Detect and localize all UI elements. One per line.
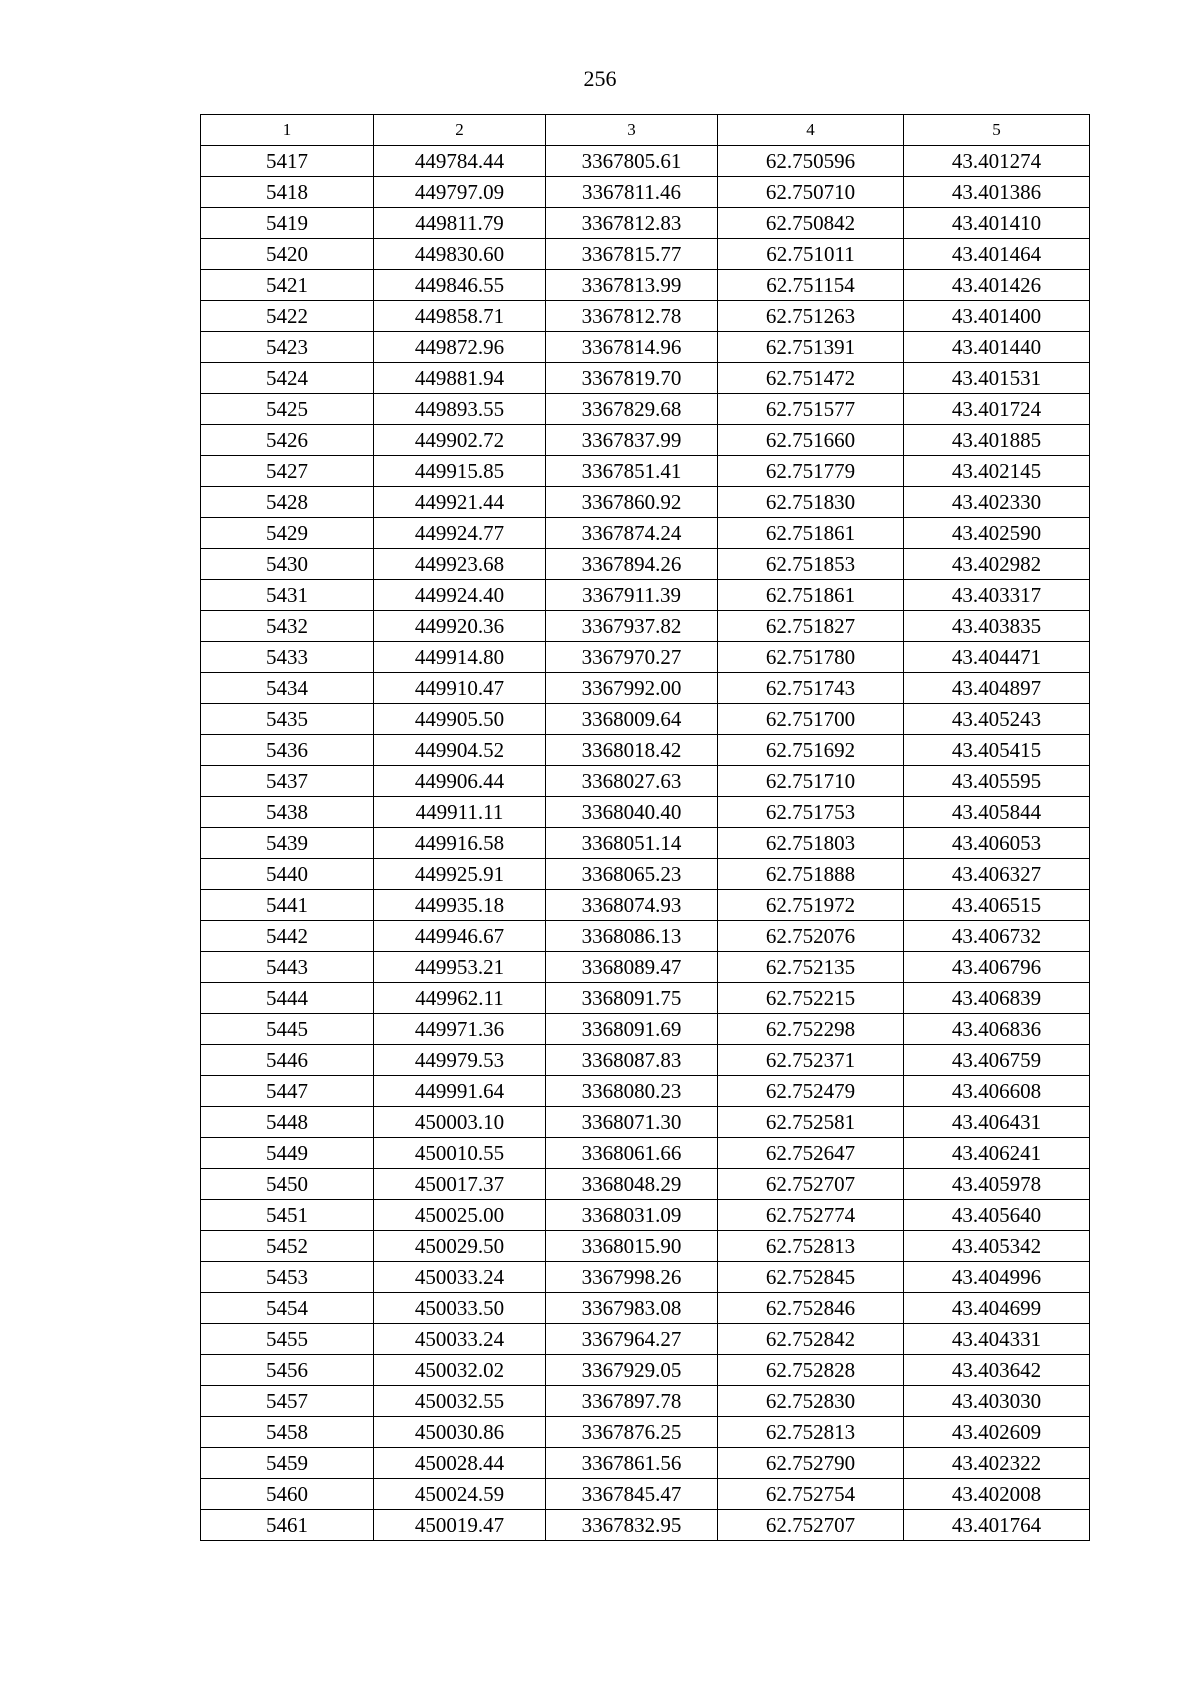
table-body <box>201 146 1090 1541</box>
table-cell: 3367811.46 <box>546 177 718 208</box>
table-cell: 62.752581 <box>718 1107 904 1138</box>
table-cell: 450033.50 <box>374 1293 546 1324</box>
table-row <box>201 177 1090 208</box>
table-cell: 3367813.99 <box>546 270 718 301</box>
table-cell: 62.751753 <box>718 797 904 828</box>
table-cell: 43.401764 <box>904 1510 1090 1541</box>
table-row <box>201 363 1090 394</box>
table-row <box>201 239 1090 270</box>
table-cell: 43.403030 <box>904 1386 1090 1417</box>
table-row <box>201 983 1090 1014</box>
table-cell: 449830.60 <box>374 239 546 270</box>
table-cell: 3367814.96 <box>546 332 718 363</box>
table-row <box>201 859 1090 890</box>
table-row <box>201 952 1090 983</box>
table-cell: 43.401400 <box>904 301 1090 332</box>
table-cell: 43.406515 <box>904 890 1090 921</box>
page-number: 256 <box>583 66 617 91</box>
table-cell: 3367911.39 <box>546 580 718 611</box>
table-row <box>201 1324 1090 1355</box>
table-cell: 3368031.09 <box>546 1200 718 1231</box>
table-cell: 62.751803 <box>718 828 904 859</box>
table-cell: 449924.40 <box>374 580 546 611</box>
table-cell: 449935.18 <box>374 890 546 921</box>
table-cell: 62.751472 <box>718 363 904 394</box>
table-cell: 5447 <box>201 1076 374 1107</box>
table-cell: 62.751972 <box>718 890 904 921</box>
table-cell: 3367992.00 <box>546 673 718 704</box>
table-cell: 450032.55 <box>374 1386 546 1417</box>
table-cell: 450032.02 <box>374 1355 546 1386</box>
table-cell: 62.752842 <box>718 1324 904 1355</box>
table-row <box>201 1138 1090 1169</box>
table-cell: 449872.96 <box>374 332 546 363</box>
table-cell: 62.752135 <box>718 952 904 983</box>
table-cell: 449846.55 <box>374 270 546 301</box>
table-cell: 62.751743 <box>718 673 904 704</box>
table-cell: 450010.55 <box>374 1138 546 1169</box>
table-cell: 43.406327 <box>904 859 1090 890</box>
table-cell: 62.751692 <box>718 735 904 766</box>
table-cell: 5435 <box>201 704 374 735</box>
table-cell: 62.752828 <box>718 1355 904 1386</box>
table-cell: 43.403835 <box>904 611 1090 642</box>
table-cell: 3367894.26 <box>546 549 718 580</box>
table-cell: 43.404331 <box>904 1324 1090 1355</box>
table-cell: 5453 <box>201 1262 374 1293</box>
table-cell: 43.404699 <box>904 1293 1090 1324</box>
table-cell: 43.401410 <box>904 208 1090 239</box>
table-cell: 62.751779 <box>718 456 904 487</box>
table-cell: 62.751780 <box>718 642 904 673</box>
table-cell: 3368048.29 <box>546 1169 718 1200</box>
table-cell: 5456 <box>201 1355 374 1386</box>
table-cell: 449858.71 <box>374 301 546 332</box>
table-cell: 449979.53 <box>374 1045 546 1076</box>
table-cell: 43.406732 <box>904 921 1090 952</box>
table-cell: 450025.00 <box>374 1200 546 1231</box>
table-cell: 43.406053 <box>904 828 1090 859</box>
table-row <box>201 673 1090 704</box>
table-cell: 43.401440 <box>904 332 1090 363</box>
table-cell: 43.402145 <box>904 456 1090 487</box>
table-cell: 5434 <box>201 673 374 704</box>
table-cell: 450003.10 <box>374 1107 546 1138</box>
table-cell: 3368080.23 <box>546 1076 718 1107</box>
table-cell: 3368009.64 <box>546 704 718 735</box>
column-header: 5 <box>904 115 1090 146</box>
table-cell: 5436 <box>201 735 374 766</box>
table-cell: 5423 <box>201 332 374 363</box>
table-cell: 449971.36 <box>374 1014 546 1045</box>
table-cell: 43.405844 <box>904 797 1090 828</box>
table-cell: 62.751263 <box>718 301 904 332</box>
table-cell: 5441 <box>201 890 374 921</box>
table-row <box>201 921 1090 952</box>
table-cell: 5459 <box>201 1448 374 1479</box>
table-cell: 5426 <box>201 425 374 456</box>
table-cell: 43.403317 <box>904 580 1090 611</box>
column-header: 3 <box>546 115 718 146</box>
table-row <box>201 301 1090 332</box>
table-cell: 62.752790 <box>718 1448 904 1479</box>
table-row <box>201 1014 1090 1045</box>
table-cell: 449991.64 <box>374 1076 546 1107</box>
table-cell: 3367812.83 <box>546 208 718 239</box>
table-cell: 3368051.14 <box>546 828 718 859</box>
table-row <box>201 1107 1090 1138</box>
table-cell: 3367998.26 <box>546 1262 718 1293</box>
table-row <box>201 1169 1090 1200</box>
table-row <box>201 704 1090 735</box>
table-cell: 450033.24 <box>374 1262 546 1293</box>
table-cell: 62.752707 <box>718 1169 904 1200</box>
table-cell: 3367964.27 <box>546 1324 718 1355</box>
table-row <box>201 270 1090 301</box>
table-cell: 449893.55 <box>374 394 546 425</box>
table-cell: 5419 <box>201 208 374 239</box>
table-cell: 3368040.40 <box>546 797 718 828</box>
column-header: 2 <box>374 115 546 146</box>
table-cell: 3368074.93 <box>546 890 718 921</box>
table-row <box>201 1076 1090 1107</box>
table-cell: 43.402008 <box>904 1479 1090 1510</box>
table-cell: 3367829.68 <box>546 394 718 425</box>
table-cell: 62.752371 <box>718 1045 904 1076</box>
table-cell: 3368061.66 <box>546 1138 718 1169</box>
table-cell: 43.406836 <box>904 1014 1090 1045</box>
table-cell: 62.752479 <box>718 1076 904 1107</box>
table-cell: 5417 <box>201 146 374 177</box>
table-cell: 5428 <box>201 487 374 518</box>
table-cell: 5444 <box>201 983 374 1014</box>
table-row <box>201 456 1090 487</box>
table-cell: 449921.44 <box>374 487 546 518</box>
table-row <box>201 425 1090 456</box>
table-row <box>201 890 1090 921</box>
table-cell: 62.752774 <box>718 1200 904 1231</box>
table-row <box>201 766 1090 797</box>
table-cell: 62.751861 <box>718 518 904 549</box>
table-row <box>201 1417 1090 1448</box>
table-cell: 3367845.47 <box>546 1479 718 1510</box>
table-cell: 449953.21 <box>374 952 546 983</box>
table-cell: 3368015.90 <box>546 1231 718 1262</box>
table-cell: 43.406241 <box>904 1138 1090 1169</box>
table-cell: 5433 <box>201 642 374 673</box>
column-header: 1 <box>201 115 374 146</box>
table-cell: 43.405415 <box>904 735 1090 766</box>
table-cell: 449920.36 <box>374 611 546 642</box>
table-cell: 3368065.23 <box>546 859 718 890</box>
table-cell: 62.751830 <box>718 487 904 518</box>
table-cell: 62.752707 <box>718 1510 904 1541</box>
table-cell: 5437 <box>201 766 374 797</box>
table-cell: 5452 <box>201 1231 374 1262</box>
table-cell: 5427 <box>201 456 374 487</box>
table-cell: 5430 <box>201 549 374 580</box>
table-cell: 43.401724 <box>904 394 1090 425</box>
table-cell: 449906.44 <box>374 766 546 797</box>
table-cell: 449962.11 <box>374 983 546 1014</box>
table-cell: 62.752830 <box>718 1386 904 1417</box>
table-cell: 3367876.25 <box>546 1417 718 1448</box>
table-cell: 5439 <box>201 828 374 859</box>
table-cell: 43.401464 <box>904 239 1090 270</box>
table-cell: 62.752846 <box>718 1293 904 1324</box>
table-cell: 5457 <box>201 1386 374 1417</box>
table-cell: 43.401426 <box>904 270 1090 301</box>
table-cell: 3368091.69 <box>546 1014 718 1045</box>
table-cell: 62.751700 <box>718 704 904 735</box>
table-cell: 449923.68 <box>374 549 546 580</box>
table-cell: 62.751827 <box>718 611 904 642</box>
table-cell: 5446 <box>201 1045 374 1076</box>
table-cell: 5461 <box>201 1510 374 1541</box>
table-cell: 62.752076 <box>718 921 904 952</box>
table-cell: 5438 <box>201 797 374 828</box>
table-row <box>201 146 1090 177</box>
table-cell: 5458 <box>201 1417 374 1448</box>
table-cell: 5418 <box>201 177 374 208</box>
table-cell: 5450 <box>201 1169 374 1200</box>
table-cell: 5425 <box>201 394 374 425</box>
table-cell: 5448 <box>201 1107 374 1138</box>
table-cell: 43.402609 <box>904 1417 1090 1448</box>
table-cell: 62.752647 <box>718 1138 904 1169</box>
table-cell: 43.401274 <box>904 146 1090 177</box>
table-row <box>201 1293 1090 1324</box>
table-cell: 5424 <box>201 363 374 394</box>
table-cell: 449911.11 <box>374 797 546 828</box>
table-cell: 3367897.78 <box>546 1386 718 1417</box>
table-cell: 43.402322 <box>904 1448 1090 1479</box>
table-cell: 5421 <box>201 270 374 301</box>
table-row <box>201 797 1090 828</box>
table-row <box>201 1448 1090 1479</box>
table-cell: 43.401885 <box>904 425 1090 456</box>
table-row <box>201 549 1090 580</box>
table-cell: 3367929.05 <box>546 1355 718 1386</box>
table-row <box>201 394 1090 425</box>
table-cell: 43.405978 <box>904 1169 1090 1200</box>
table-row <box>201 611 1090 642</box>
table-cell: 62.752298 <box>718 1014 904 1045</box>
table-cell: 449914.80 <box>374 642 546 673</box>
coordinates-table <box>200 114 1090 1541</box>
table-cell: 449925.91 <box>374 859 546 890</box>
table-cell: 62.751011 <box>718 239 904 270</box>
table-row <box>201 487 1090 518</box>
table-row <box>201 828 1090 859</box>
table-row <box>201 1200 1090 1231</box>
table-cell: 62.751577 <box>718 394 904 425</box>
table-cell: 450030.86 <box>374 1417 546 1448</box>
table-cell: 5445 <box>201 1014 374 1045</box>
table-cell: 43.402590 <box>904 518 1090 549</box>
table-row <box>201 1479 1090 1510</box>
table-cell: 449916.58 <box>374 828 546 859</box>
table-cell: 3368091.75 <box>546 983 718 1014</box>
table-cell: 62.751861 <box>718 580 904 611</box>
table-cell: 43.406796 <box>904 952 1090 983</box>
table-cell: 62.752845 <box>718 1262 904 1293</box>
table-cell: 3367832.95 <box>546 1510 718 1541</box>
table-cell: 43.401386 <box>904 177 1090 208</box>
table-cell: 450029.50 <box>374 1231 546 1262</box>
table-cell: 43.406759 <box>904 1045 1090 1076</box>
table-cell: 43.405595 <box>904 766 1090 797</box>
table-cell: 450019.47 <box>374 1510 546 1541</box>
table-cell: 449915.85 <box>374 456 546 487</box>
table-cell: 3367861.56 <box>546 1448 718 1479</box>
table-row <box>201 1510 1090 1541</box>
table-row <box>201 518 1090 549</box>
column-header: 4 <box>718 115 904 146</box>
table-cell: 43.401531 <box>904 363 1090 394</box>
table-row <box>201 1231 1090 1262</box>
table-cell: 62.751710 <box>718 766 904 797</box>
table-cell: 449811.79 <box>374 208 546 239</box>
table-cell: 3367815.77 <box>546 239 718 270</box>
table-cell: 449910.47 <box>374 673 546 704</box>
table-row <box>201 1355 1090 1386</box>
table-cell: 43.404996 <box>904 1262 1090 1293</box>
table-row <box>201 1045 1090 1076</box>
table-cell: 449797.09 <box>374 177 546 208</box>
table-cell: 3368087.83 <box>546 1045 718 1076</box>
table-cell: 62.751853 <box>718 549 904 580</box>
table-cell: 450028.44 <box>374 1448 546 1479</box>
table-cell: 62.752754 <box>718 1479 904 1510</box>
table-cell: 5420 <box>201 239 374 270</box>
table-cell: 449946.67 <box>374 921 546 952</box>
table-cell: 5432 <box>201 611 374 642</box>
table-cell: 62.750842 <box>718 208 904 239</box>
table-row <box>201 1262 1090 1293</box>
table-cell: 43.405243 <box>904 704 1090 735</box>
table-cell: 62.751154 <box>718 270 904 301</box>
table-cell: 3367851.41 <box>546 456 718 487</box>
table-cell: 5442 <box>201 921 374 952</box>
table-cell: 5454 <box>201 1293 374 1324</box>
table-cell: 43.405342 <box>904 1231 1090 1262</box>
table-cell: 5422 <box>201 301 374 332</box>
table-row <box>201 1386 1090 1417</box>
table-cell: 449881.94 <box>374 363 546 394</box>
table-cell: 43.406431 <box>904 1107 1090 1138</box>
table-cell: 449784.44 <box>374 146 546 177</box>
table-cell: 449904.52 <box>374 735 546 766</box>
table-cell: 3367874.24 <box>546 518 718 549</box>
table-cell: 43.404471 <box>904 642 1090 673</box>
table-cell: 43.406608 <box>904 1076 1090 1107</box>
table-cell: 3368086.13 <box>546 921 718 952</box>
table-cell: 62.752813 <box>718 1231 904 1262</box>
table-cell: 3368027.63 <box>546 766 718 797</box>
table-cell: 43.405640 <box>904 1200 1090 1231</box>
table-cell: 62.751888 <box>718 859 904 890</box>
table-cell: 3367837.99 <box>546 425 718 456</box>
table-cell: 5440 <box>201 859 374 890</box>
table-cell: 3367937.82 <box>546 611 718 642</box>
table-row <box>201 580 1090 611</box>
table-row <box>201 642 1090 673</box>
table-cell: 5443 <box>201 952 374 983</box>
table-cell: 450024.59 <box>374 1479 546 1510</box>
table-cell: 5460 <box>201 1479 374 1510</box>
table-cell: 449924.77 <box>374 518 546 549</box>
table-cell: 5451 <box>201 1200 374 1231</box>
table-cell: 5449 <box>201 1138 374 1169</box>
table-row <box>201 208 1090 239</box>
table-cell: 5429 <box>201 518 374 549</box>
table-cell: 3368089.47 <box>546 952 718 983</box>
table-cell: 3367805.61 <box>546 146 718 177</box>
table-cell: 5455 <box>201 1324 374 1355</box>
table-row <box>201 332 1090 363</box>
table-cell: 5431 <box>201 580 374 611</box>
table-header-row <box>201 115 1090 146</box>
table-cell: 450017.37 <box>374 1169 546 1200</box>
table-cell: 62.750596 <box>718 146 904 177</box>
table-row <box>201 735 1090 766</box>
table-cell: 3367983.08 <box>546 1293 718 1324</box>
table-cell: 43.402330 <box>904 487 1090 518</box>
table-cell: 449902.72 <box>374 425 546 456</box>
table-cell: 43.404897 <box>904 673 1090 704</box>
table-cell: 3368071.30 <box>546 1107 718 1138</box>
table-cell: 3368018.42 <box>546 735 718 766</box>
table-cell: 62.752215 <box>718 983 904 1014</box>
table-cell: 3367860.92 <box>546 487 718 518</box>
table-cell: 43.406839 <box>904 983 1090 1014</box>
table-cell: 3367970.27 <box>546 642 718 673</box>
table-cell: 62.751660 <box>718 425 904 456</box>
table-cell: 43.403642 <box>904 1355 1090 1386</box>
table-cell: 3367812.78 <box>546 301 718 332</box>
table-cell: 450033.24 <box>374 1324 546 1355</box>
table-cell: 62.750710 <box>718 177 904 208</box>
table-cell: 3367819.70 <box>546 363 718 394</box>
table-cell: 62.751391 <box>718 332 904 363</box>
table-cell: 43.402982 <box>904 549 1090 580</box>
table-cell: 449905.50 <box>374 704 546 735</box>
table-cell: 62.752813 <box>718 1417 904 1448</box>
